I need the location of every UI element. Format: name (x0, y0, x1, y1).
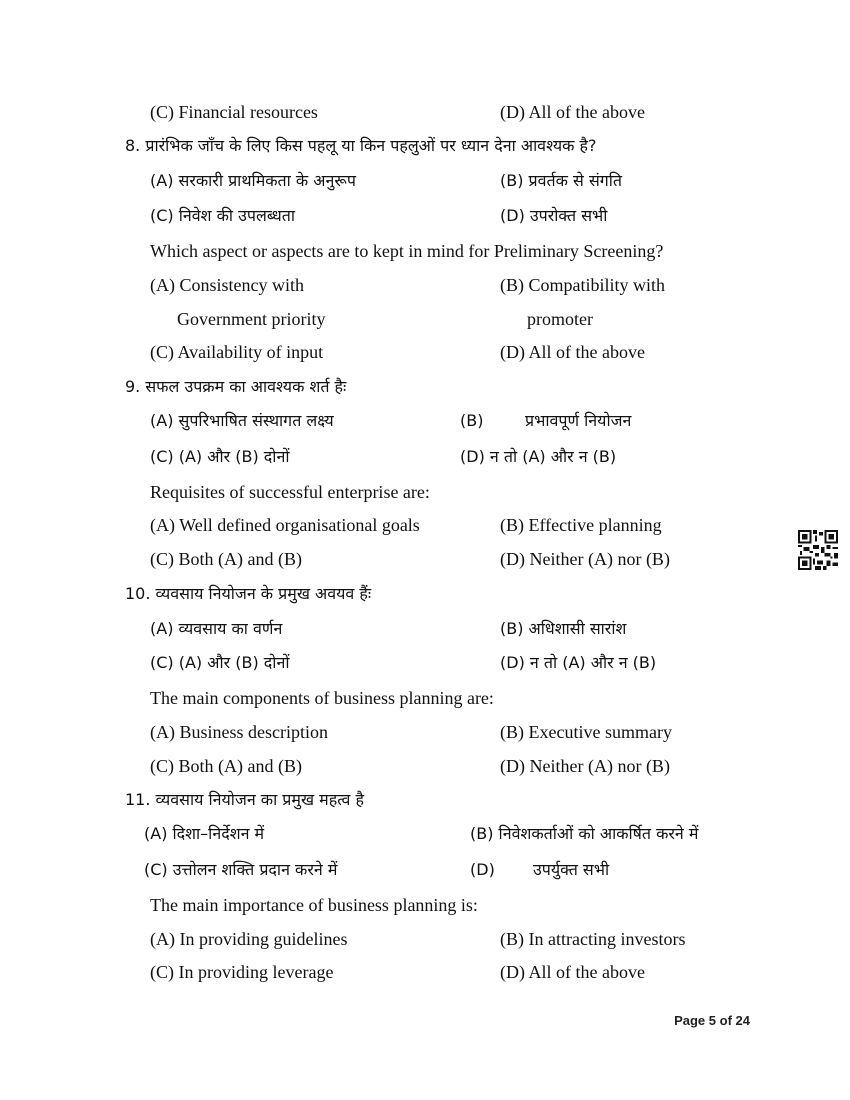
q8-english-option-b-cont: promoter (527, 309, 593, 329)
q9-english-question: Requisites of successful enterprise are: (150, 482, 430, 502)
q10-hindi-option-b: (B) अधिशासी सारांश (500, 619, 627, 638)
q11-english-question: The main importance of business planning is: (150, 895, 478, 915)
q11-hindi-question: 11. व्यवसाय नियोजन का प्रमुख महत्व है (125, 790, 364, 809)
page-footer (674, 1013, 750, 1028)
q7-option-d: (D) All of the above (500, 102, 645, 122)
q9-hindi-option-b: प्रभावपूर्ण नियोजन (525, 411, 632, 430)
q9-hindi-option-d: (D) न तो (A) और न (B) (460, 447, 617, 466)
q8-hindi-option-c: (C) निवेश की उपलब्धता (150, 206, 295, 225)
q10-hindi-question: 10. व्यवसाय नियोजन के प्रमुख अवयव हैंः (125, 584, 372, 603)
q11-hindi-option-c: (C) उत्तोलन शक्ति प्रदान करने में (144, 860, 338, 879)
q8-english-option-d: (D) All of the above (500, 342, 645, 362)
qr-code-icon (798, 530, 838, 570)
q8-hindi-option-b: (B) प्रवर्तक से संगति (500, 171, 623, 190)
q7-option-c: (C) Financial resources (150, 102, 318, 122)
q9-hindi-option-a: (A) सुपरिभाषित संस्थागत लक्ष्य (150, 411, 334, 430)
q11-hindi-option-d: उपर्युक्त सभी (533, 860, 610, 879)
q8-english-question: Which aspect or aspects are to kept in mind for Preliminary Screening? (150, 241, 664, 261)
page-label: Page (674, 1013, 706, 1028)
q11-english-option-b: (B) In attracting investors (500, 929, 686, 949)
q9-english-option-a: (A) Well defined organisational goals (150, 515, 420, 535)
q8-english-option-c: (C) Availability of input (150, 342, 324, 362)
q8-hindi-option-a: (A) सरकारी प्राथमिकता के अनुरूप (150, 171, 356, 190)
q10-english-option-c: (C) Both (A) and (B) (150, 756, 302, 776)
q10-hindi-option-c: (C) (A) और (B) दोनों (150, 653, 290, 672)
q9-hindi-option-c: (C) (A) और (B) दोनों (150, 447, 290, 466)
q9-english-option-b: (B) Effective planning (500, 515, 662, 535)
q9-hindi-question: 9. सफल उपक्रम का आवश्यक शर्त हैः (125, 377, 347, 396)
q8-hindi-question: 8. प्रारंभिक जाँच के लिए किस पहलू या किन पहलुओं पर ध्यान देना आवश्यक है? (125, 136, 597, 155)
q8-english-option-b: (B) Compatibility with (500, 275, 665, 295)
q8-hindi-option-d: (D) उपरोक्त सभी (500, 206, 608, 225)
q11-hindi-option-a: (A) दिशा–निर्देशन में (144, 824, 265, 843)
page-number: 5 (708, 1013, 716, 1028)
q10-hindi-option-d: (D) न तो (A) और न (B) (500, 653, 657, 672)
q11-hindi-option-b: (B) निवेशकर्ताओं को आकर्षित करने में (470, 824, 699, 843)
total-pages: 24 (735, 1013, 750, 1028)
q9-english-option-d: (D) Neither (A) nor (B) (500, 549, 670, 569)
q8-english-option-a-cont: Government priority (177, 309, 326, 329)
q11-english-option-d: (D) All of the above (500, 962, 645, 982)
q10-english-option-a: (A) Business description (150, 722, 328, 742)
q11-english-option-a: (A) In providing guidelines (150, 929, 348, 949)
q11-english-option-c: (C) In providing leverage (150, 962, 334, 982)
of-label: of (719, 1013, 732, 1028)
q10-hindi-option-a: (A) व्यवसाय का वर्णन (150, 619, 283, 638)
q9-english-option-c: (C) Both (A) and (B) (150, 549, 302, 569)
q10-english-option-b: (B) Executive summary (500, 722, 672, 742)
q10-english-question: The main components of business planning are: (150, 688, 494, 708)
q9-hindi-option-b-label: (B) (460, 411, 484, 430)
q8-english-option-a: (A) Consistency with (150, 275, 304, 295)
q10-english-option-d: (D) Neither (A) nor (B) (500, 756, 670, 776)
q11-hindi-option-d-label: (D) (470, 860, 495, 879)
